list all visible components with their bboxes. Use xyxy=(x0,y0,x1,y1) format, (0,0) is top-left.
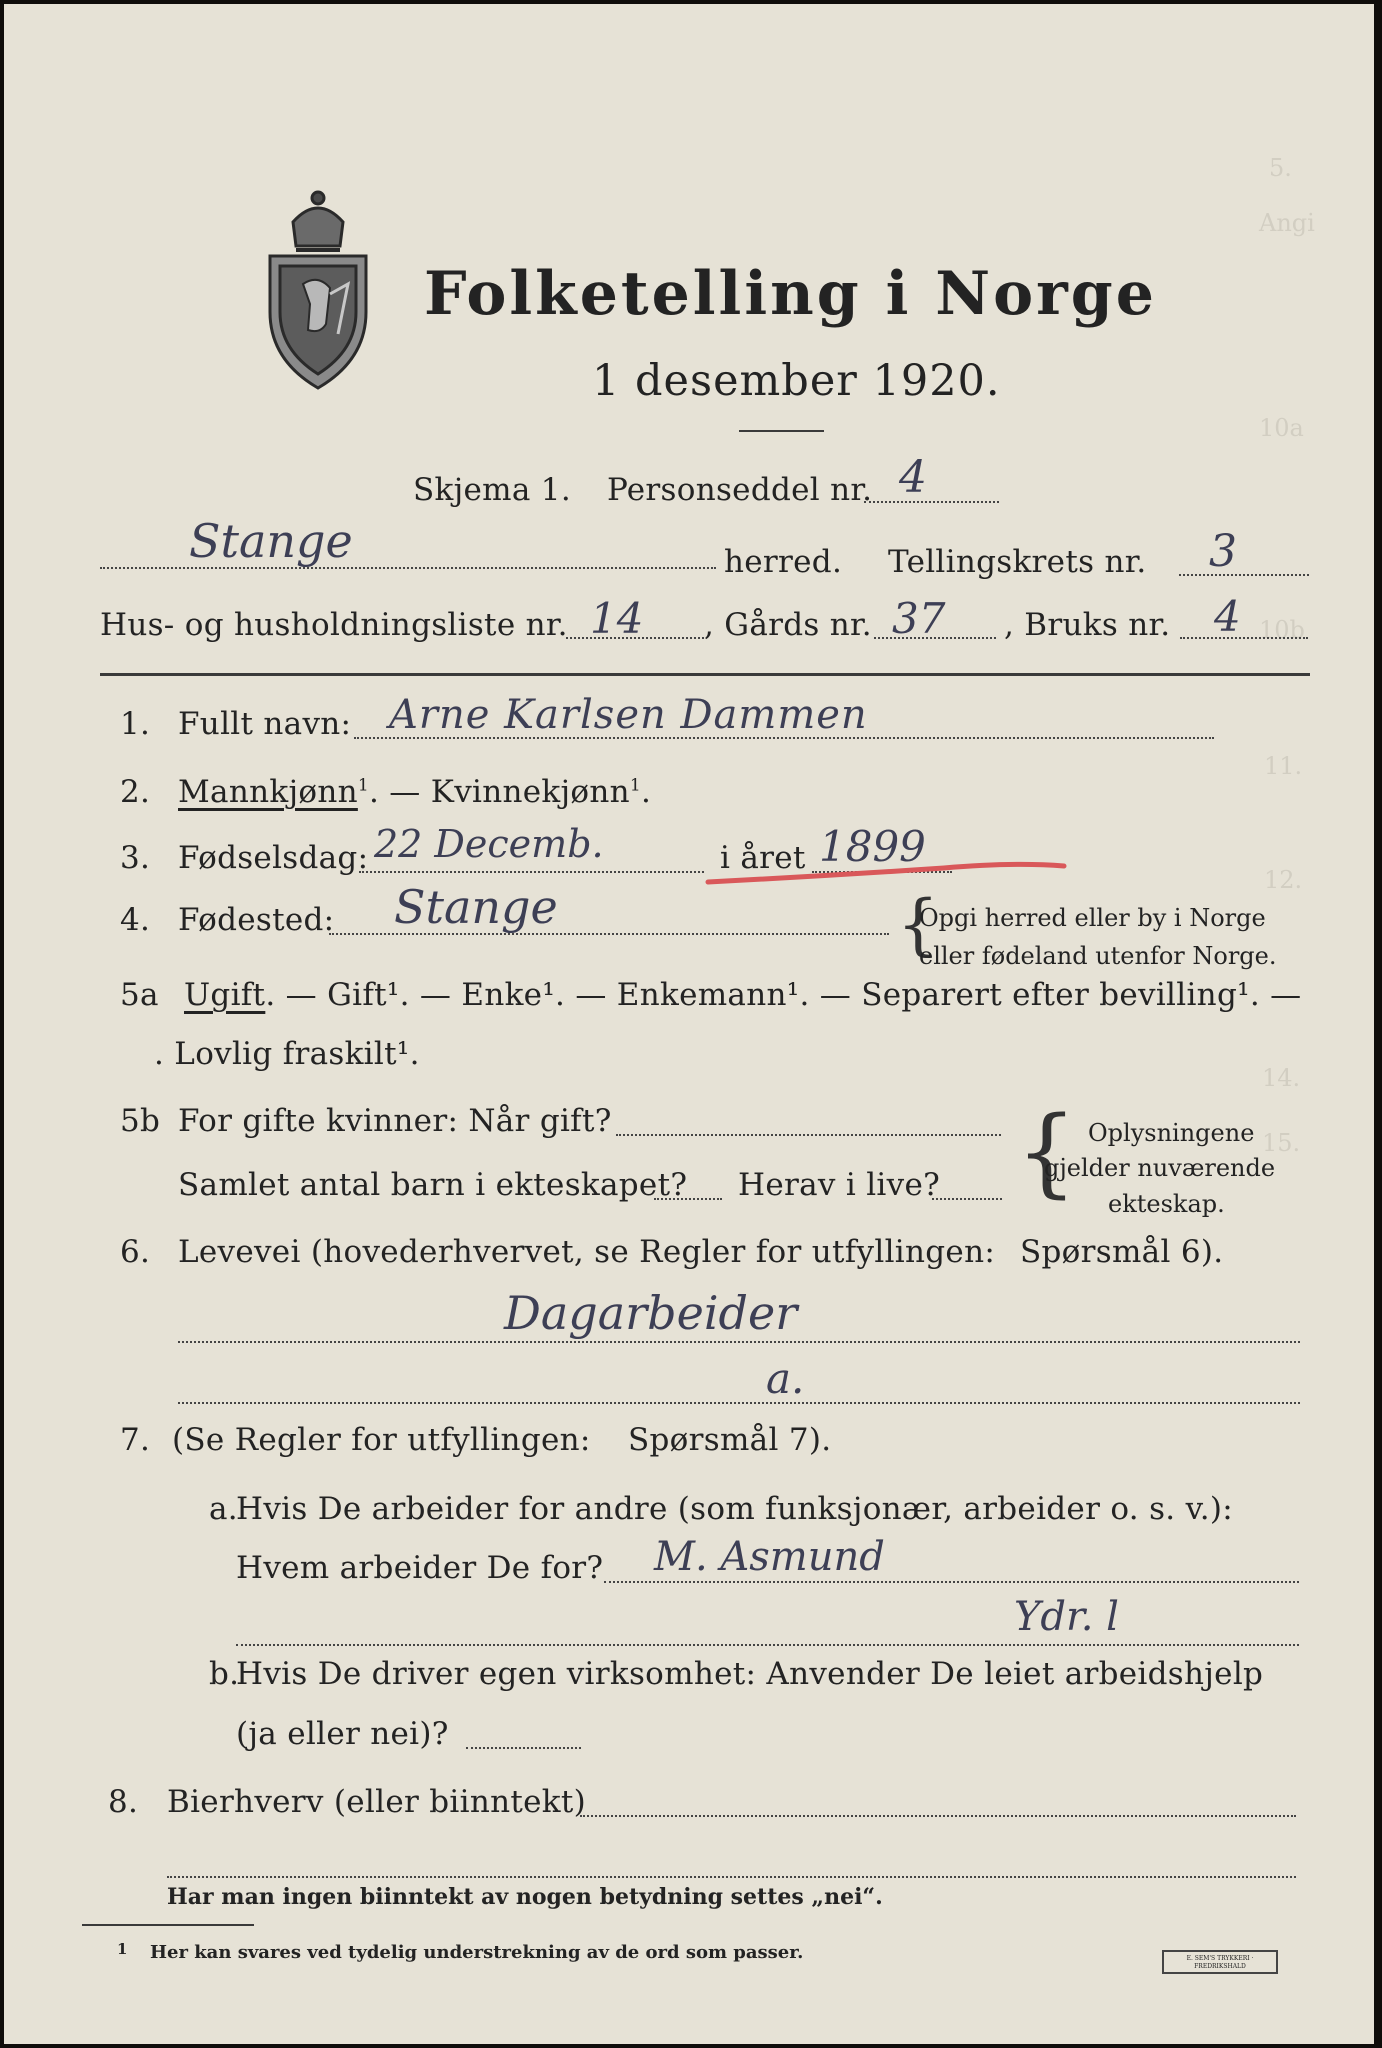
bleed-through-text: 11. xyxy=(1264,752,1303,780)
q7a-annotation: Ydr. l xyxy=(1014,1594,1119,1640)
bruks-line xyxy=(1180,637,1308,639)
header-rule xyxy=(100,673,1310,676)
hus-value: 14 xyxy=(590,594,644,643)
q5b-brace: { xyxy=(1016,1096,1078,1208)
q8-line2 xyxy=(167,1876,1296,1878)
q6-occupation-code: a. xyxy=(766,1354,805,1403)
q8-number: 8. xyxy=(108,1784,139,1820)
bleed-through-text: Angi xyxy=(1259,209,1315,237)
q5b-married-line xyxy=(616,1134,1001,1136)
personseddel-value: 4 xyxy=(899,452,927,503)
tellingskrets-label: Tellingskrets nr. xyxy=(888,544,1147,580)
q7a-question: Hvem arbeider De for? xyxy=(236,1550,604,1586)
hus-label: Hus- og husholdningsliste nr. xyxy=(100,607,568,643)
q4-brace: { xyxy=(897,886,939,963)
red-pencil-mark xyxy=(704,856,1074,892)
coat-of-arms-emblem xyxy=(258,184,378,394)
q7a-employer-value: M. Asmund xyxy=(654,1534,885,1580)
form-date: 1 desember 1920. xyxy=(592,356,1001,406)
q4-note-line2: eller fødeland utenfor Norge. xyxy=(919,942,1277,970)
form-title: Folketelling i Norge xyxy=(424,259,1157,329)
printer-stamp: E. SEM'S TRYKKERI · FREDRIKSHALD xyxy=(1162,1950,1278,1974)
q4-note-line1: Opgi herred eller by i Norge xyxy=(919,904,1266,932)
q1-full-name-value: Arne Karlsen Dammen xyxy=(389,692,868,738)
q3-year-label: i året xyxy=(720,840,806,876)
biinntekt-note: Har man ingen biinntekt av nogen betydning settes „nei“. xyxy=(167,1884,883,1910)
q8-label: Bierhverv (eller biinntekt) xyxy=(167,1784,587,1820)
q6-number: 6. xyxy=(120,1234,151,1270)
footnote-text: Her kan svares ved tydelig understrekning av de ord som passer. xyxy=(150,1942,804,1963)
q6-label-end: Spørsmål 6). xyxy=(1020,1234,1224,1270)
q7b-text: Hvis De driver egen virksomhet: Anvender De leiet arbeidshjelp xyxy=(236,1656,1264,1692)
footnote-rule xyxy=(82,1924,254,1926)
bruks-value: 4 xyxy=(1214,592,1241,641)
q7b-line xyxy=(466,1747,581,1749)
herred-value: Stange xyxy=(189,514,353,568)
tellingskrets-line xyxy=(1179,574,1309,576)
q6-line1 xyxy=(178,1341,1300,1343)
personseddel-label: Personseddel nr. xyxy=(607,472,873,508)
q2-options: Mannkjønn$^1$. — Kvinnekjønn$^1$. xyxy=(178,774,652,810)
q7b-question: (ja eller nei)? xyxy=(236,1716,449,1752)
q2-kvinne-option: Kvinnekjønn xyxy=(430,774,630,810)
q4-birthplace-value: Stange xyxy=(394,880,558,934)
bruks-label: , Bruks nr. xyxy=(1004,607,1171,643)
q7-number: 7. xyxy=(120,1422,151,1458)
skjema-label: Skjema 1. xyxy=(413,472,571,508)
q7a-text: Hvis De arbeider for andre (som funksjonær, arbeider o. s. v.): xyxy=(236,1491,1234,1527)
footnote-number: 1 xyxy=(117,1940,128,1958)
q7b-letter: b. xyxy=(209,1656,240,1692)
q7a-line2 xyxy=(236,1644,1299,1646)
q5b-note-line1: Oplysningene xyxy=(1088,1119,1255,1147)
q1-label: Fullt navn: xyxy=(178,706,352,742)
q5a-ugift-option: Ugift xyxy=(184,977,266,1013)
q5b-number: 5b xyxy=(120,1103,161,1139)
q7-label: (Se Regler for utfyllingen: xyxy=(172,1422,591,1458)
tellingskrets-value: 3 xyxy=(1209,526,1237,577)
bleed-through-text: 5. xyxy=(1269,154,1292,182)
personseddel-line xyxy=(864,501,999,503)
q5b-children-label: Samlet antal barn i ekteskapet? xyxy=(178,1167,688,1203)
q5b-note-line2: gjelder nuværende xyxy=(1044,1154,1276,1182)
q5b-married-when: For gifte kvinner: Når gift? xyxy=(178,1103,612,1139)
bleed-through-text: 14. xyxy=(1262,1064,1301,1092)
gards-label: , Gårds nr. xyxy=(704,607,872,643)
q8-line1 xyxy=(580,1815,1296,1817)
q7a-line1 xyxy=(604,1581,1299,1583)
q7-label-end: Spørsmål 7). xyxy=(628,1422,832,1458)
q5b-note-line3: ekteskap. xyxy=(1108,1190,1225,1218)
q2-mann-option: Mannkjønn xyxy=(178,774,358,810)
q5a-line2: . Lovlig fraskilt¹. xyxy=(154,1036,420,1072)
q3-number: 3. xyxy=(120,840,151,876)
q7a-letter: a. xyxy=(209,1491,238,1527)
q4-number: 4. xyxy=(120,902,151,938)
q3-year-value: 1899 xyxy=(819,822,926,871)
bleed-through-text: 15. xyxy=(1262,1129,1301,1157)
q4-label: Fødested: xyxy=(178,902,335,938)
q3-label: Fødselsdag: xyxy=(178,840,369,876)
q5a-options: Ugift. — Gift¹. — Enke¹. — Enkemann¹. — Separert efter bevilling¹. — xyxy=(184,977,1302,1013)
q2-number: 2. xyxy=(120,774,151,810)
q5a-number: 5a xyxy=(120,977,159,1013)
bleed-through-text: 12. xyxy=(1264,866,1303,894)
q5b-children-line xyxy=(654,1198,722,1200)
q6-line2 xyxy=(178,1402,1300,1404)
census-form xyxy=(4,4,1374,2044)
q5b-alive-label: Herav i live? xyxy=(738,1167,941,1203)
q5b-alive-line xyxy=(932,1198,1002,1200)
q6-label: Levevei (hovederhvervet, se Regler for utfyllingen: xyxy=(178,1234,996,1270)
title-divider xyxy=(739,430,824,432)
q6-occupation-value: Dagarbeider xyxy=(504,1286,798,1340)
q1-number: 1. xyxy=(120,706,151,742)
bleed-through-text: 10a xyxy=(1259,414,1304,442)
q3-date-line xyxy=(359,871,704,873)
herred-label: herred. xyxy=(724,544,843,580)
bleed-through-text: 10b xyxy=(1259,616,1305,644)
q3-birthdate-value: 22 Decemb. xyxy=(374,822,604,866)
gards-value: 37 xyxy=(892,594,946,643)
